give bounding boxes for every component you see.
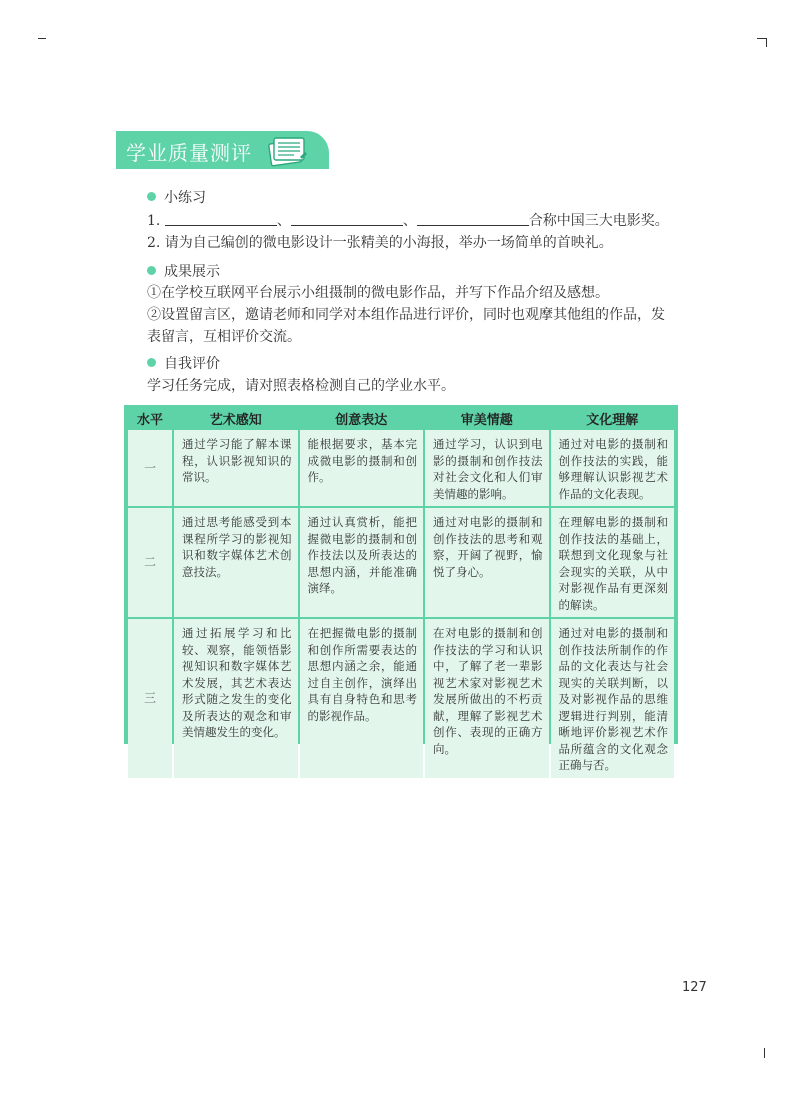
showcase-heading: 成果展示 xyxy=(147,261,220,281)
header-creative-expression: 创意表达 xyxy=(300,409,424,428)
crop-mark-top-right-v xyxy=(766,38,767,47)
table-cell: 在对电影的摄制和创作技法的学习和认识中，了解了老一辈影视艺术家对影视艺术发展所做出的不朽贡献，理解了影视艺术创作、表现的正确方向。 xyxy=(425,619,549,778)
table-cell: 通过思考能感受到本课程所学习的影视知识和数字媒体艺术创意技法。 xyxy=(174,508,298,617)
bullet-dot xyxy=(147,266,156,275)
answer-blank-3[interactable] xyxy=(417,213,529,226)
header-cultural-understanding: 文化理解 xyxy=(551,409,675,428)
answer-blank-2[interactable] xyxy=(291,213,403,226)
showcase-item-2-line-1: ②设置留言区，邀请老师和同学对本组作品进行评价，同时也观摩其他组的作品，发 xyxy=(147,307,665,323)
practice-heading: 小练习 xyxy=(147,187,206,207)
crop-mark-top-left xyxy=(38,38,46,39)
table-cell: 通过对电影的摄制和创作技法的实践，能够理解认识影视艺术作品的文化表现。 xyxy=(551,430,675,506)
table-cell: 通过认真赏析，能把握微电影的摄制和创作技法以及所表达的思想内涵，并能准确演绎。 xyxy=(300,508,424,617)
practice-q2: 2. 请为自己编创的微电影设计一张精美的小海报，举办一场简单的首映礼。 xyxy=(147,235,613,251)
level-cell: 二 xyxy=(128,508,172,617)
crop-mark-bottom-right xyxy=(764,1048,765,1058)
table-header-row xyxy=(128,409,674,428)
table-cell: 在理解电影的摄制和创作技法的基础上，联想到文化现象与社会现实的关联，从中对影视作品有更深刻的解读。 xyxy=(551,508,675,617)
header-level: 水平 xyxy=(128,409,172,428)
document-stack-icon xyxy=(264,133,308,171)
showcase-item-2-line-2: 表留言，互相评价交流。 xyxy=(147,329,301,345)
self-eval-heading: 自我评价 xyxy=(147,353,220,373)
table-cell: 在把握微电影的摄制和创作所需要表达的思想内涵之余，能通过自主创作，演绎出具有自身特色和思考的影视作品。 xyxy=(300,619,424,778)
table-cell: 通过对电影的摄制和创作技法的思考和观察，开阔了视野，愉悦了身心。 xyxy=(425,508,549,617)
level-cell: 一 xyxy=(128,430,172,506)
section-banner xyxy=(116,131,329,169)
table-cell: 通过拓展学习和比较、观察，能领悟影视知识和数字媒体艺术发展，其艺术表达形式随之发生的变化及所表达的观念和审美情趣发生的变化。 xyxy=(174,619,298,778)
answer-blank-1[interactable] xyxy=(165,213,277,226)
banner-title: 学业质量测评 xyxy=(126,141,252,165)
table-cell: 能根据要求，基本完成微电影的摄制和创作。 xyxy=(300,430,424,506)
level-cell: 三 xyxy=(128,619,172,778)
assessment-table xyxy=(124,405,678,772)
page-number: 127 xyxy=(682,980,707,995)
table-cell: 通过学习能了解本课程，认识影视知识的常识。 xyxy=(174,430,298,506)
showcase-item-1: ①在学校互联网平台展示小组摄制的微电影作品，并写下作品介绍及感想。 xyxy=(147,285,609,301)
table-row xyxy=(128,508,674,617)
practice-q1: 1. 、 、 合称中国三大电影奖。 xyxy=(147,213,669,229)
table-row xyxy=(128,430,674,506)
self-eval-intro: 学习任务完成，请对照表格检测自己的学业水平。 xyxy=(147,378,455,394)
header-aesthetic-taste: 审美情趣 xyxy=(425,409,549,428)
bullet-dot xyxy=(147,192,156,201)
header-art-perception: 艺术感知 xyxy=(174,409,298,428)
table-cell: 通过对电影的摄制和创作技法所制作的作品的文化表达与社会现实的关联判断，以及对影视作品的思维逻辑进行判别，能清晰地评价影视艺术作品所蕴含的文化观念正确与否。 xyxy=(551,619,675,778)
table-row xyxy=(128,619,674,778)
bullet-dot xyxy=(147,358,156,367)
table-cell: 通过学习，认识到电影的摄制和创作技法对社会文化和人们审美情趣的影响。 xyxy=(425,430,549,506)
